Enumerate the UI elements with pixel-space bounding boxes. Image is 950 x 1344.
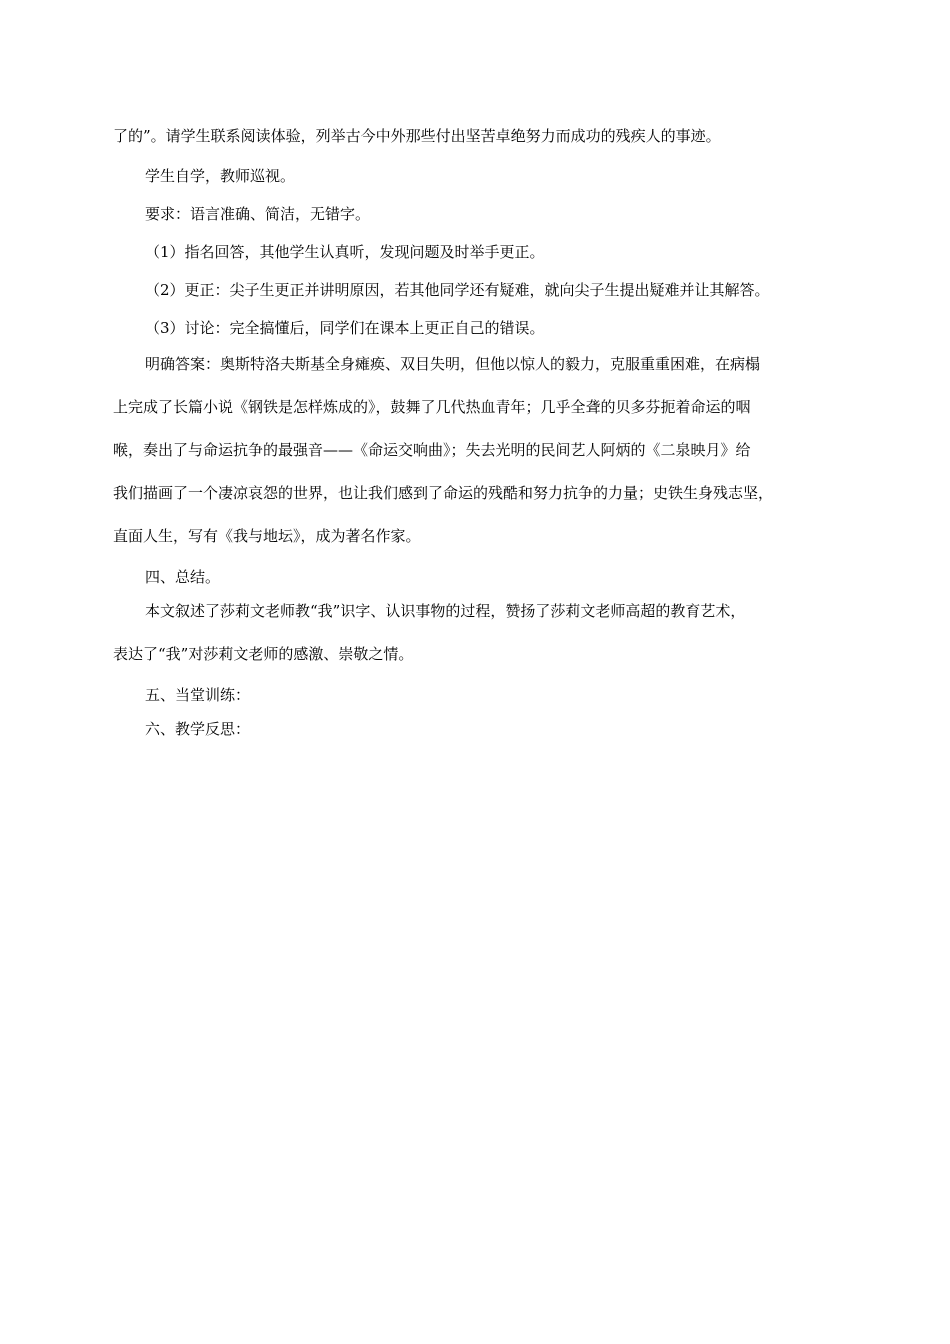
paragraph-step-1: （1）指名回答，其他学生认真听，发现问题及时举手更正。: [145, 243, 545, 261]
paragraph-self-study: 学生自学，教师巡视。: [145, 167, 296, 185]
paragraph-step-2: （2）更正：尖子生更正并讲明原因，若其他同学还有疑难，就向尖子生提出疑难并让其解答。: [145, 281, 770, 299]
answer-line: 明确答案：奥斯特洛夫斯基全身瘫痪、双目失明，但他以惊人的毅力，克服重重困难，在病榻: [145, 355, 761, 373]
answer-line: 我们描画了一个凄凉哀怨的世界，也让我们感到了命运的残酷和努力抗争的力量；史铁生身残志坚，: [113, 484, 774, 502]
paragraph-summary: [113, 590, 843, 676]
section-heading-summary: 四、总结。: [145, 568, 221, 586]
paragraph-answer: [113, 343, 843, 558]
summary-line: 表达了“我”对莎莉文老师的感激、崇敬之情。: [113, 645, 414, 663]
answer-line: 喉，奏出了与命运抗争的最强音——《命运交响曲》；失去光明的民间艺人阿炳的《二泉映月》给: [113, 441, 751, 459]
section-heading-reflection: 六、教学反思：: [145, 720, 251, 738]
paragraph-continuation: 了的”。请学生联系阅读体验，列举古今中外那些付出坚苦卓绝努力而成功的残疾人的事迹。: [113, 127, 721, 145]
paragraph-requirements: 要求：语言准确、简洁，无错字。: [145, 205, 371, 223]
section-heading-practice: 五、当堂训练：: [145, 686, 251, 704]
answer-line: 上完成了长篇小说《钢铁是怎样炼成的》，鼓舞了几代热血青年；几乎全聋的贝多芬扼着命运的咽: [113, 398, 751, 416]
summary-line: 本文叙述了莎莉文老师教“我”识字、认识事物的过程，赞扬了莎莉文老师高超的教育艺术，: [145, 602, 746, 620]
paragraph-step-3: （3）讨论：完全搞懂后，同学们在课本上更正自己的错误。: [145, 319, 545, 337]
document-body: [113, 125, 843, 739]
answer-line: 直面人生，写有《我与地坛》，成为著名作家。: [113, 527, 421, 545]
